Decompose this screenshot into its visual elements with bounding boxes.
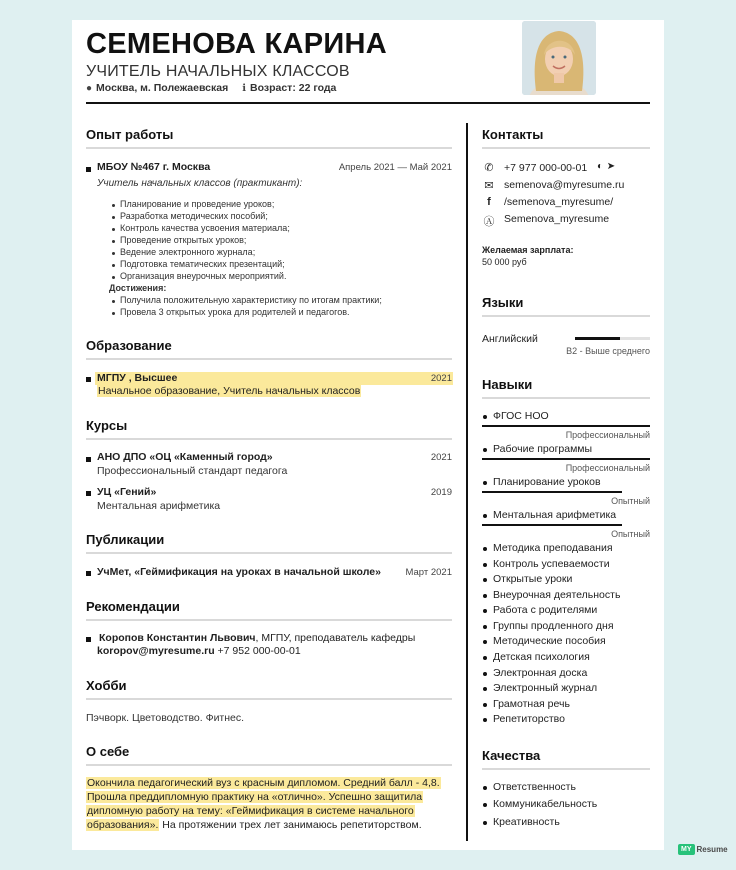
salary-label: Желаемая зарплата:	[482, 245, 574, 255]
contacts-rule	[482, 147, 650, 149]
skill-name: Ментальная арифметика	[493, 509, 617, 521]
recommendation-line	[99, 632, 415, 644]
skill-dot	[483, 687, 487, 691]
phone-icon: ✆	[484, 162, 494, 174]
skill-item: Контроль успеваемости	[493, 558, 610, 570]
location-pin-icon: ●	[86, 82, 93, 94]
duty-item: Планирование и проведение уроков;	[120, 199, 275, 209]
skill-item: Методика преподавания	[493, 542, 613, 554]
skill-item: Группы продленного дня	[493, 620, 614, 632]
recommendations-rule	[86, 619, 452, 621]
courses-rule	[86, 438, 452, 440]
skill-bar	[482, 425, 650, 427]
contact-facebook[interactable]: /semenova_myresume/	[504, 196, 614, 208]
duty-dot	[112, 228, 115, 231]
age-text: Возраст: 22 года	[250, 82, 337, 94]
skill-dot	[483, 718, 487, 722]
myresume-logo	[678, 844, 728, 855]
skill-name: Планирование уроков	[493, 476, 601, 488]
course-detail: Ментальная арифметика	[97, 500, 221, 512]
duty-item: Контроль качества усвоения материала;	[120, 223, 290, 233]
skill-item: Электронный журнал	[493, 682, 598, 694]
skill-level: Профессиональный	[565, 463, 650, 473]
education-bullet	[86, 377, 91, 382]
languages-rule	[482, 315, 650, 317]
quality-dot	[483, 786, 487, 790]
course-org: АНО ДПО «ОЦ «Каменный город»	[97, 451, 273, 463]
education-year: 2021	[430, 373, 452, 384]
duty-item: Ведение электронного журнала;	[120, 247, 256, 257]
brand-badge: MY	[678, 844, 695, 855]
skill-dot	[483, 514, 487, 518]
language-name: Английский	[482, 333, 538, 345]
skill-item: Внеурочная деятельность	[493, 589, 621, 601]
achievement-item: Получила положительную характеристику по итогам практики;	[120, 295, 382, 305]
telegram-icon: ➤	[606, 161, 616, 172]
skills-title: Навыки	[482, 377, 533, 392]
contact-phone[interactable]: +7 977 000-00-01	[504, 162, 588, 174]
skill-dot	[483, 656, 487, 660]
course-bullet	[86, 491, 91, 496]
skill-item: Электронная доска	[493, 667, 588, 679]
duty-dot	[112, 204, 115, 207]
skill-item: Методические пособия	[493, 635, 606, 647]
about-line: Окончила педагогический вуз с красным дипломом. Средний балл - 4,8.	[87, 777, 440, 789]
contact-email[interactable]: semenova@myresume.ru	[504, 179, 625, 191]
hobby-rule	[86, 698, 452, 700]
publication-bullet	[86, 571, 91, 576]
publication-date: Март 2021	[405, 567, 452, 578]
about-title: О себе	[86, 744, 130, 759]
duty-item: Организация внеурочных мероприятий.	[120, 271, 287, 281]
about-rule	[86, 764, 452, 766]
header-divider	[86, 102, 650, 104]
quality-dot	[483, 803, 487, 807]
skill-item: Детская психология	[493, 651, 590, 663]
skill-name: ФГОС НОО	[493, 410, 549, 422]
duty-dot	[112, 276, 115, 279]
language-bar-fill	[575, 337, 620, 340]
courses-title: Курсы	[86, 418, 128, 433]
whatsapp-icon: ◐	[596, 161, 604, 172]
facebook-icon: f	[487, 196, 491, 208]
quality-item: Креативность	[493, 816, 560, 828]
duty-item: Проведение открытых уроков;	[120, 235, 247, 245]
column-divider	[466, 123, 468, 841]
qualities-rule	[482, 768, 650, 770]
skype-icon: Ⓐ	[483, 216, 495, 228]
achievement-dot	[112, 300, 115, 303]
experience-bullet	[86, 167, 91, 172]
quality-item: Коммуникабельность	[493, 798, 598, 810]
course-org: УЦ «Гений»	[97, 486, 157, 498]
skill-dot	[483, 448, 487, 452]
experience-dates: Апрель 2021 — Май 2021	[338, 162, 452, 173]
about-line: дипломную работу на тему: «Геймификация в системе начального	[87, 805, 414, 817]
publication-item: УчМет, «Геймификация на уроках в начальной школе»	[97, 566, 381, 578]
quality-item: Ответственность	[493, 781, 576, 793]
candidate-name: СЕМЕНОВА КАРИНА	[86, 28, 387, 60]
skill-item: Открытые уроки	[493, 573, 573, 585]
languages-title: Языки	[482, 295, 524, 310]
recommender-role: , МГПУ, преподаватель кафедры	[255, 632, 416, 644]
hobby-text: Пэчворк. Цветоводство. Фитнес.	[86, 712, 245, 724]
experience-title: Опыт работы	[86, 127, 174, 142]
skill-dot	[483, 578, 487, 582]
skill-bar	[482, 524, 622, 526]
resume-page	[72, 20, 664, 850]
about-line-tail: На протяжении трех лет занимаюсь репетиторством.	[159, 819, 422, 831]
skill-item: Грамотная речь	[493, 698, 570, 710]
achievements-label: Достижения:	[109, 283, 167, 293]
duty-item: Подготовка тематических презентаций;	[120, 259, 285, 269]
email-icon: ✉	[484, 180, 494, 192]
skill-dot	[483, 481, 487, 485]
experience-org: МБОУ №467 г. Москва	[97, 161, 211, 173]
recommendations-title: Рекомендации	[86, 599, 180, 614]
duty-dot	[112, 264, 115, 267]
candidate-title: УЧИТЕЛЬ НАЧАЛЬНЫХ КЛАССОВ	[86, 63, 350, 80]
skill-dot	[483, 609, 487, 613]
skill-bar	[482, 458, 650, 460]
experience-position: Учитель начальных классов (практикант):	[97, 178, 303, 189]
skill-item: Репетиторство	[493, 713, 565, 725]
location-text: Москва, м. Полежаевская	[96, 82, 229, 94]
duty-item: Разработка методических пособий;	[120, 211, 268, 221]
duty-dot	[112, 252, 115, 255]
course-detail: Профессиональный стандарт педагога	[97, 465, 288, 477]
skill-dot	[483, 640, 487, 644]
recommender-email[interactable]: koropov@myresume.ru	[97, 645, 215, 657]
skill-dot	[483, 547, 487, 551]
publications-title: Публикации	[86, 532, 165, 547]
quality-dot	[483, 821, 487, 825]
education-rule	[86, 358, 452, 360]
brand-name: Resume	[696, 845, 728, 854]
about-line: Прошла преддипломную практику на «отлично». Успешно защитила	[87, 791, 423, 803]
education-title: Образование	[86, 338, 172, 353]
hobby-title: Хобби	[86, 678, 127, 693]
duty-dot	[112, 216, 115, 219]
skill-bar	[482, 491, 622, 493]
about-line: образования».	[87, 819, 159, 831]
language-level: B2 - Выше среднего	[566, 346, 650, 356]
header-meta	[86, 82, 336, 94]
course-year: 2019	[430, 487, 452, 498]
profile-photo	[522, 21, 596, 95]
education-detail: Начальное образование, Учитель начальных классов	[98, 385, 361, 397]
skill-name: Рабочие программы	[493, 443, 593, 455]
contacts-title: Контакты	[482, 127, 544, 142]
skill-dot	[483, 594, 487, 598]
skills-rule	[482, 397, 650, 399]
skill-dot	[483, 703, 487, 707]
duty-dot	[112, 240, 115, 243]
education-org: МГПУ , Высшее	[97, 372, 178, 384]
skill-dot	[483, 563, 487, 567]
qualities-title: Качества	[482, 748, 541, 763]
recommendation-contacts	[97, 645, 301, 657]
skill-dot	[483, 672, 487, 676]
recommendation-bullet	[86, 637, 91, 642]
course-year: 2021	[430, 452, 452, 463]
skill-level: Опытный	[611, 496, 650, 506]
course-bullet	[86, 457, 91, 462]
skill-item: Работа с родителями	[493, 604, 598, 616]
publications-rule	[86, 552, 452, 554]
skill-level: Опытный	[611, 529, 650, 539]
achievement-item: Провела 3 открытых урока для родителей и педагогов.	[120, 307, 350, 317]
salary-value: 50 000 руб	[482, 257, 527, 267]
recommender-phone: +7 952 000-00-01	[214, 645, 301, 657]
skill-level: Профессиональный	[565, 430, 650, 440]
skill-dot	[483, 415, 487, 419]
recommender-name: Коропов Константин Львович	[99, 632, 256, 644]
skill-dot	[483, 625, 487, 629]
experience-rule	[86, 147, 452, 149]
info-icon: ℹ	[242, 82, 247, 94]
achievement-dot	[112, 312, 115, 315]
contact-skype[interactable]: Semenova_myresume	[504, 213, 610, 225]
